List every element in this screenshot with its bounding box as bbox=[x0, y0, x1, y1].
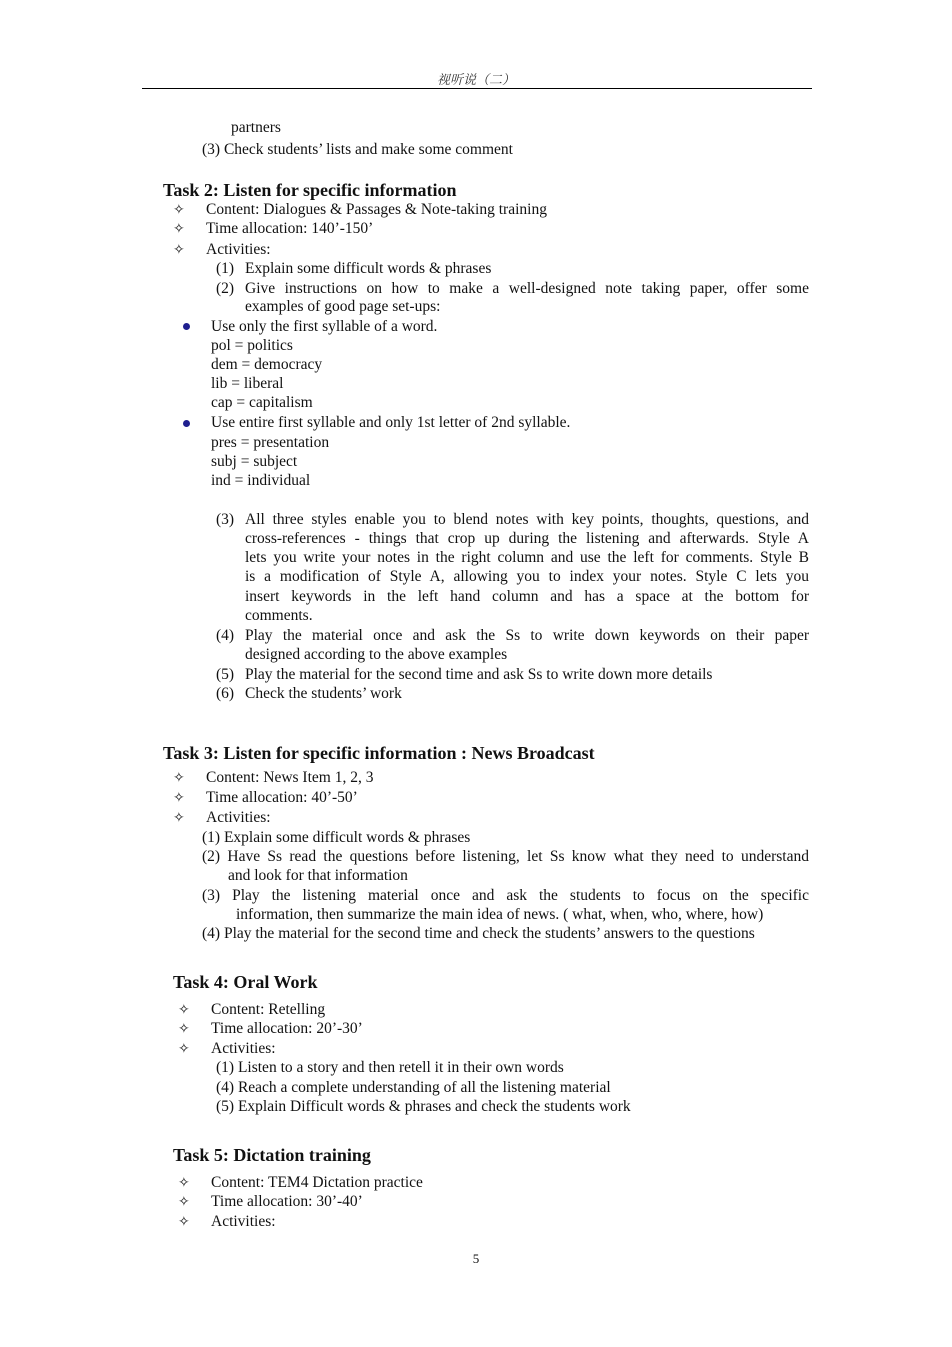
task3-content: Content: News Item 1, 2, 3 bbox=[206, 769, 374, 786]
activity-number: (6) bbox=[216, 685, 235, 702]
task4-activity-1: (1) Listen to a story and then retell it in their own words bbox=[216, 1059, 564, 1076]
activity-number: (3) bbox=[216, 511, 235, 528]
task3-activity-1: (1) Explain some difficult words & phrases bbox=[202, 829, 471, 846]
diamond-star-icon: ✧ bbox=[173, 242, 185, 258]
diamond-star-icon: ✧ bbox=[173, 810, 185, 826]
task2-activity-3-line: cross-references - things that crop up during the listening and afterwards. Style A bbox=[245, 530, 809, 547]
diamond-star-icon: ✧ bbox=[178, 1175, 190, 1191]
diamond-star-icon: ✧ bbox=[178, 1021, 190, 1037]
task4-activity-4: (4) Reach a complete understanding of all the listening material bbox=[216, 1079, 611, 1096]
abbrev-example: dem = democracy bbox=[211, 356, 323, 373]
task3-title: Task 3: Listen for specific information : News Broadcast bbox=[163, 743, 595, 763]
task5-title: Task 5: Dictation training bbox=[173, 1145, 371, 1165]
abbrev-example: lib = liberal bbox=[211, 375, 284, 392]
diamond-star-icon: ✧ bbox=[173, 770, 185, 786]
diamond-star-icon: ✧ bbox=[178, 1041, 190, 1057]
task3-activity-4: (4) Play the material for the second time and check the students’ answers to the questions bbox=[202, 925, 755, 942]
task2-activities: Activities: bbox=[206, 241, 271, 258]
task2-activity-3: All three styles enable you to blend notes with key points, thoughts, questions, and bbox=[245, 511, 809, 528]
abbrev-example: cap = capitalism bbox=[211, 394, 313, 411]
continued-line: partners bbox=[231, 119, 281, 136]
bullet-dot-icon bbox=[183, 420, 190, 427]
abbrev-example: subj = subject bbox=[211, 453, 298, 470]
task5-activities: Activities: bbox=[211, 1213, 276, 1230]
task3-activity-3-cont: information, then summarize the main idea of news. ( what, when, who, where, how) bbox=[236, 906, 764, 923]
task2-title: Task 2: Listen for specific information bbox=[163, 180, 457, 200]
task2-activity-3-line: comments. bbox=[245, 607, 313, 624]
diamond-star-icon: ✧ bbox=[178, 1002, 190, 1018]
bullet-dot-icon bbox=[183, 323, 190, 330]
task2-activity-3-line: is a modification of Style A, allowing you to index your notes. Style C lets you bbox=[245, 568, 809, 585]
bullet-text: Use entire first syllable and only 1st letter of 2nd syllable. bbox=[211, 414, 571, 431]
task3-activity-2: (2) Have Ss read the questions before listening, let Ss know what they need to understand bbox=[202, 848, 809, 865]
task5-time: Time allocation: 30’-40’ bbox=[211, 1193, 363, 1210]
diamond-star-icon: ✧ bbox=[178, 1194, 190, 1210]
task3-activity-2-cont: and look for that information bbox=[228, 867, 408, 884]
task2-time: Time allocation: 140’-150’ bbox=[206, 220, 374, 237]
page-number: 5 bbox=[472, 1251, 480, 1266]
task2-activity-4: Play the material once and ask the Ss to write down keywords on their paper bbox=[245, 627, 809, 644]
diamond-star-icon: ✧ bbox=[173, 790, 185, 806]
diamond-star-icon: ✧ bbox=[173, 202, 185, 218]
task4-title: Task 4: Oral Work bbox=[173, 972, 318, 992]
diamond-star-icon: ✧ bbox=[173, 221, 185, 237]
task2-activity-5: Play the material for the second time and ask Ss to write down more details bbox=[245, 666, 713, 683]
abbrev-example: ind = individual bbox=[211, 472, 311, 489]
task2-activity-3-line: lets you write your notes in the right column and use the left for comments. Style B bbox=[245, 549, 809, 566]
page-header: 视听说（二） bbox=[436, 72, 515, 87]
abbrev-example: pres = presentation bbox=[211, 434, 330, 451]
abbrev-example: pol = politics bbox=[211, 337, 293, 354]
task4-content: Content: Retelling bbox=[211, 1001, 326, 1018]
task4-time: Time allocation: 20’-30’ bbox=[211, 1020, 363, 1037]
task3-time: Time allocation: 40’-50’ bbox=[206, 789, 358, 806]
header-rule bbox=[142, 88, 812, 89]
task2-activity-3-line: insert keywords in the left hand column and has a space at the bottom for bbox=[245, 588, 809, 605]
task2-activity-4-cont: designed according to the above examples bbox=[245, 646, 508, 663]
bullet-text: Use only the first syllable of a word. bbox=[211, 318, 438, 335]
task5-content: Content: TEM4 Dictation practice bbox=[211, 1174, 423, 1191]
activity-number: (2) bbox=[216, 280, 235, 297]
task3-activity-3: (3) Play the listening material once and ask the students to focus on the specific bbox=[202, 887, 809, 904]
activity-number: (4) bbox=[216, 627, 235, 644]
task2-activity-1: Explain some difficult words & phrases bbox=[245, 260, 492, 277]
task2-content: Content: Dialogues & Passages & Note-taking training bbox=[206, 201, 547, 218]
task2-activity-6: Check the students’ work bbox=[245, 685, 402, 702]
task2-activity-2: Give instructions on how to make a well-designed note taking paper, offer some bbox=[245, 280, 809, 297]
task3-activities: Activities: bbox=[206, 809, 271, 826]
task4-activity-5: (5) Explain Difficult words & phrases and check the students work bbox=[216, 1098, 631, 1115]
continued-item: (3) Check students’ lists and make some comment bbox=[202, 141, 513, 158]
task2-activity-2-cont: examples of good page set-ups: bbox=[245, 298, 441, 315]
diamond-star-icon: ✧ bbox=[178, 1214, 190, 1230]
task4-activities: Activities: bbox=[211, 1040, 276, 1057]
activity-number: (1) bbox=[216, 260, 235, 277]
activity-number: (5) bbox=[216, 666, 235, 683]
